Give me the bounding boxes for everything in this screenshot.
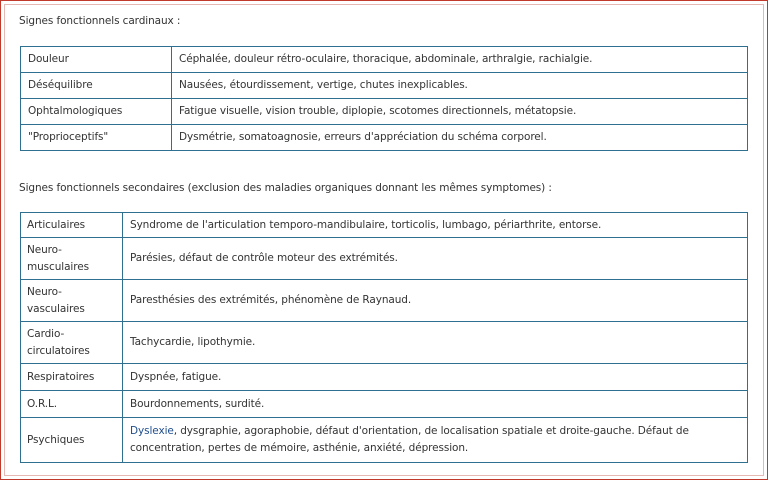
row-value: Nausées, étourdissement, vertige, chutes inexplicables. [172, 73, 748, 99]
table-row [21, 238, 748, 280]
secondary-signs-caption: Signes fonctionnels secondaires (exclusion des maladies organiques donnant les mêmes symptomes) : [19, 182, 552, 194]
table-row [21, 213, 748, 238]
row-label: "Proprioceptifs" [21, 125, 172, 151]
table-row [21, 364, 748, 391]
row-label: Ophtalmologiques [21, 99, 172, 125]
cardinal-signs-caption: Signes fonctionnels cardinaux : [19, 15, 181, 27]
table-row [21, 47, 748, 73]
row-label: Déséquilibre [21, 73, 172, 99]
row-value: Céphalée, douleur rétro-oculaire, thoracique, abdominale, arthralgie, rachialgie. [172, 47, 748, 73]
table-row [21, 280, 748, 322]
table-row [21, 99, 748, 125]
row-label: Cardio-circulatoires [21, 322, 123, 364]
row-value: Dysmétrie, somatoagnosie, erreurs d'appréciation du schéma corporel. [172, 125, 748, 151]
table-row [21, 418, 748, 463]
row-value: Tachycardie, lipothymie. [123, 322, 748, 364]
table-row [21, 73, 748, 99]
table-row [21, 125, 748, 151]
row-value: Bourdonnements, surdité. [123, 391, 748, 418]
row-label: Neuro-vasculaires [21, 280, 123, 322]
row-label: Articulaires [21, 213, 123, 238]
row-label: Neuro-musculaires [21, 238, 123, 280]
row-value: Paresthésies des extrémités, phénomène de Raynaud. [123, 280, 748, 322]
cardinal-signs-table [20, 46, 748, 151]
secondary-signs-table [20, 212, 748, 463]
row-value [123, 418, 748, 463]
row-label: Respiratoires [21, 364, 123, 391]
row-label: O.R.L. [21, 391, 123, 418]
row-value: Dyspnée, fatigue. [123, 364, 748, 391]
dyslexie-link[interactable]: Dyslexie [130, 425, 174, 437]
row-value: Syndrome de l'articulation temporo-mandibulaire, torticolis, lumbago, périarthrite, entorse. [123, 213, 748, 238]
row-value: Parésies, défaut de contrôle moteur des extrémités. [123, 238, 748, 280]
row-label: Psychiques [21, 418, 123, 463]
table-row [21, 322, 748, 364]
row-label: Douleur [21, 47, 172, 73]
row-value-text: , dysgraphie, agoraphobie, défaut d'orientation, de localisation spatiale et droite-gauche. Défaut de concentration, pertes de mémoire, asthénie, anxiété, dépression. [130, 425, 689, 454]
row-value: Fatigue visuelle, vision trouble, diplopie, scotomes directionnels, métatopsie. [172, 99, 748, 125]
table-row [21, 391, 748, 418]
